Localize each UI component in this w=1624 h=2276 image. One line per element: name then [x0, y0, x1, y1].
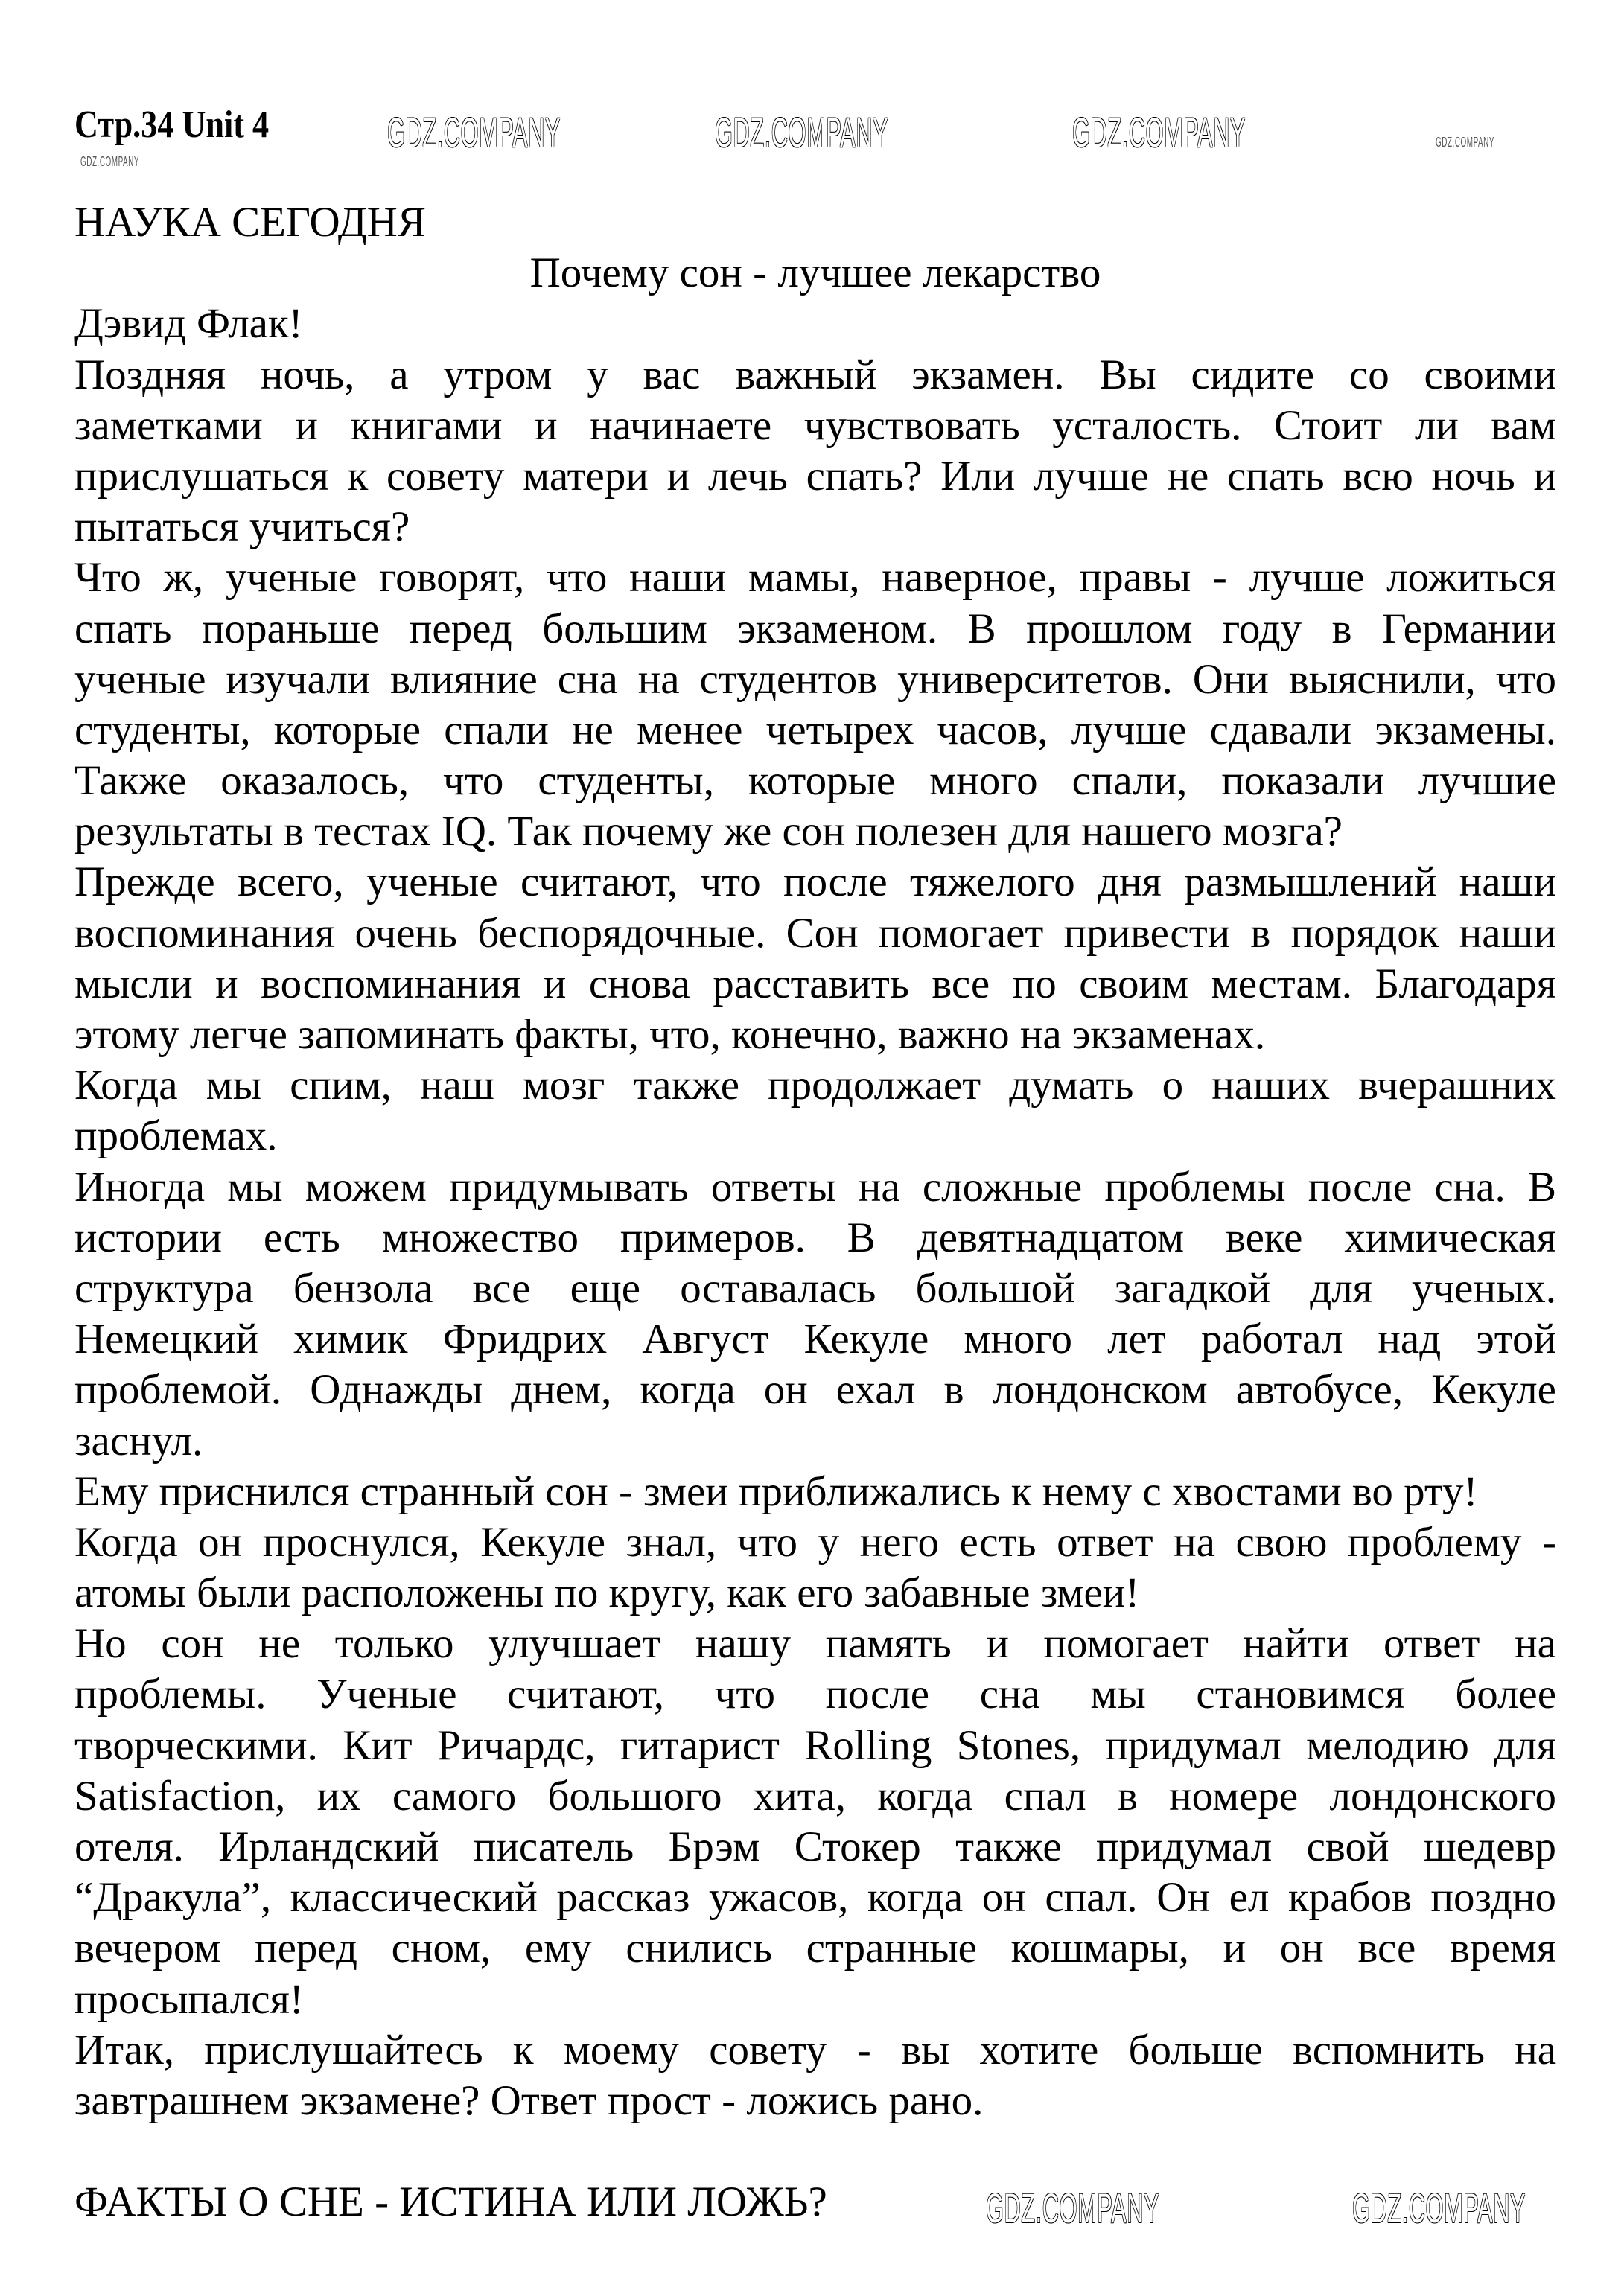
text-line [74, 2077, 1556, 2128]
text-line-content: просыпался! [74, 1975, 304, 2023]
text-line [74, 1773, 1556, 1823]
text-line-content: истории есть множество примеров. В девятнадцатом веке химическая [74, 1214, 1556, 1261]
watermark-text: GDZ.COMPANY [80, 154, 140, 169]
text-line [74, 1011, 1556, 1062]
text-line-content: завтрашнем экзамене? Ответ прост - ложись рано. [74, 2076, 984, 2124]
text-line-content: Когда мы спим, наш мозг также продолжает думать о наших вчерашних [74, 1062, 1557, 1109]
text-line-content: Почему сон - лучшее лекарство [529, 249, 1101, 297]
text-line [74, 605, 1556, 656]
text-line-content: вечером перед сном, ему снились странные кошмары, и он все время [74, 1925, 1557, 1972]
text-line [74, 199, 1556, 249]
text-line-content: проблемах. [74, 1112, 278, 1160]
text-line-content: результаты в тестах IQ. Так почему же сон полезен для нашего мозга? [74, 808, 1343, 855]
text-line [74, 910, 1556, 960]
text-line [74, 858, 1556, 909]
text-line-content: “Дракула”, классический рассказ ужасов, когда он спал. Он ел крабов поздно [74, 1874, 1556, 1922]
watermark-text: GDZ.COMPANY [1352, 2184, 1526, 2231]
watermark-text: GDZ.COMPANY [715, 109, 889, 156]
text-line-content: ФАКТЫ О СНЕ - ИСТИНА ИЛИ ЛОЖЬ? [74, 2178, 827, 2226]
text-line [74, 402, 1556, 453]
text-line [74, 1164, 1556, 1214]
text-line [74, 503, 1556, 554]
watermark-text: GDZ.COMPANY [1072, 109, 1246, 156]
text-line-content: проблемой. Однажды днем, когда он ехал в лондонском автобусе, Кекуле [74, 1366, 1556, 1414]
text-line [74, 1722, 1556, 1773]
text-line [74, 1823, 1556, 1874]
watermark-text: GDZ.COMPANY [387, 109, 561, 156]
text-line [74, 808, 1556, 858]
text-line-content: Иногда мы можем придумывать ответы на сложные проблемы после сна. В [74, 1163, 1557, 1211]
text-line-content: отеля. Ирландский писатель Брэм Стокер также придумал свой шедевр [74, 1823, 1556, 1870]
text-line [74, 2178, 1556, 2229]
watermark [1436, 136, 1543, 149]
watermark-text: GDZ.COMPANY [986, 2184, 1160, 2231]
text-line [74, 707, 1556, 757]
text-line-content: творческими. Кит Ричардс, гитарист Rolling Stones, придумал мелодию для [74, 1721, 1556, 1769]
text-line-content: прислушаться к совету матери и лечь спать? Или лучше не спать всю ночь и [74, 452, 1556, 500]
text-line-content: структура бензола все еще оставалась большой загадкой для ученых. [74, 1264, 1557, 1312]
text-line-content: пытаться учиться? [74, 503, 410, 551]
text-line [74, 1418, 1556, 1468]
text-line-content: Итак, прислушайтесь к моему совету - вы хотите больше вспомнить на [74, 2026, 1556, 2073]
text-line [74, 1569, 1556, 1620]
text-line-content: проблемы. Ученые считают, что после сна мы становимся более [74, 1671, 1557, 1718]
text-line [74, 1316, 1556, 1366]
text-line [74, 351, 1556, 402]
text-line-content: мысли и воспоминания и снова расставить все по своим местам. Благодаря [74, 960, 1557, 1007]
text-line [74, 1265, 1556, 1316]
text-line-content: ученые изучали влияние сна на студентов университетов. Они выяснили, что [74, 655, 1557, 703]
text-line [74, 1366, 1556, 1417]
text-line-content: этому легче запоминать факты, что, конечно, важно на экзаменах. [74, 1011, 1266, 1058]
text-line-content: студенты, которые спали не менее четырех часов, лучше сдавали экзамены. [74, 706, 1556, 753]
text-line-content: Дэвид Флак! [74, 300, 303, 348]
text-line-content: Но сон не только улучшает нашу память и помогает найти ответ на [74, 1620, 1556, 1668]
document-body [74, 199, 1556, 2230]
watermark [387, 109, 703, 156]
watermark [1072, 109, 1388, 156]
text-line-content: заметками и книгами и начинаете чувствовать усталость. Стоит ли вам [74, 401, 1556, 449]
text-line-content: Когда он проснулся, Кекуле знал, что у него есть ответ на свою проблему - [74, 1518, 1556, 1566]
text-line [74, 1976, 1556, 2027]
watermark [715, 109, 1031, 156]
text-line [74, 960, 1556, 1011]
watermark [986, 2184, 1302, 2231]
text-line [74, 656, 1556, 707]
text-line [74, 1620, 1556, 1671]
text-line [74, 249, 1556, 300]
text-line [74, 1519, 1556, 1569]
text-line-content: Satisfaction, их самого большого хита, когда спал в номере лондонского [74, 1772, 1557, 1820]
watermark [1352, 2184, 1624, 2231]
text-line-content: Прежде всего, ученые считают, что после тяжелого дня размышлений наши [74, 858, 1556, 906]
text-line [74, 2027, 1556, 2077]
text-line [74, 453, 1556, 503]
text-line-content: Также оказалось, что студенты, которые много спали, показали лучшие [74, 757, 1556, 805]
watermark [80, 155, 188, 168]
text-line-content: Ему приснился странный сон - змеи приближались к нему с хвостами во рту! [74, 1467, 1478, 1515]
text-line [74, 1925, 1556, 1975]
text-line [74, 1671, 1556, 1721]
text-line [74, 1214, 1556, 1265]
text-line-content: Что ж, ученые говорят, что наши мамы, наверное, правы - лучше ложиться [74, 554, 1557, 602]
watermark-text: GDZ.COMPANY [1436, 135, 1495, 150]
text-line-content: воспоминания очень беспорядочные. Сон помогает привести в порядок наши [74, 909, 1556, 957]
text-line [74, 1468, 1556, 1519]
text-line-content: спать пораньше перед большим экзаменом. В прошлом году в Германии [74, 605, 1557, 652]
text-line [74, 1062, 1556, 1112]
text-line-content: атомы были расположены по кругу, как его забавные змеи! [74, 1569, 1140, 1617]
blank-line [74, 2128, 1556, 2178]
text-line [74, 1112, 1556, 1163]
text-line-content: НАУКА СЕГОДНЯ [74, 199, 426, 246]
text-line [74, 554, 1556, 605]
text-line-content: Поздняя ночь, а утром у вас важный экзамен. Вы сидите со своими [74, 351, 1556, 398]
text-line [74, 757, 1556, 808]
text-line [74, 300, 1556, 351]
page-header [74, 103, 303, 147]
text-line [74, 1874, 1556, 1925]
text-line-content: заснул. [74, 1417, 203, 1464]
page-label: Стр.34 Unit 4 [74, 103, 270, 146]
text-line-content: Немецкий химик Фридрих Август Кекуле много лет работал над этой [74, 1316, 1556, 1363]
